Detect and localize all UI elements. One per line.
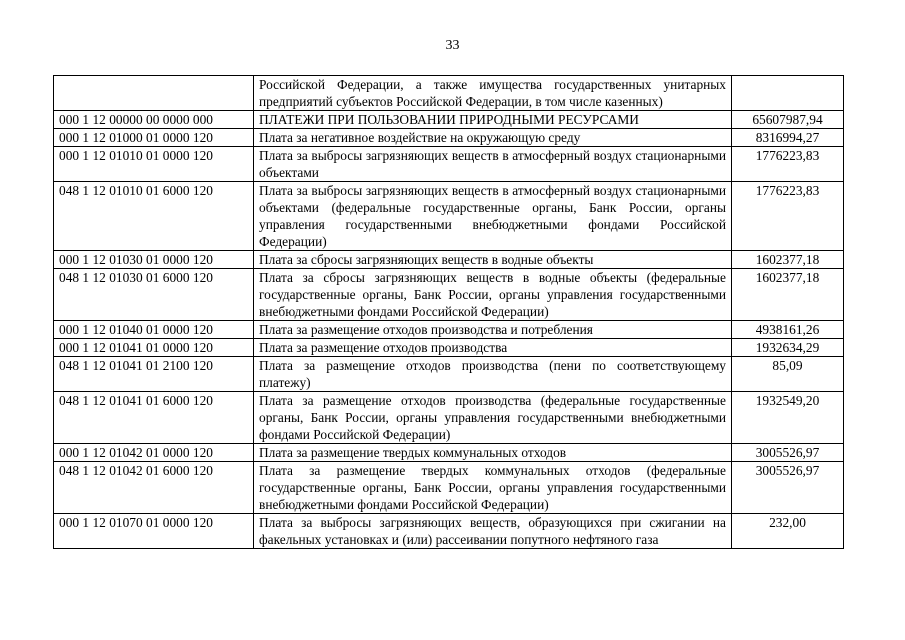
budget-amount-cell: 3005526,97: [732, 462, 844, 514]
budget-name-cell: Плата за размещение отходов производства: [254, 339, 732, 357]
budget-code-cell: 048 1 12 01030 01 6000 120: [54, 269, 254, 321]
table-row: [54, 111, 844, 129]
budget-amount-cell: 1602377,18: [732, 269, 844, 321]
budget-code-cell: 000 1 12 01041 01 0000 120: [54, 339, 254, 357]
table-row: [54, 76, 844, 111]
table-row: [54, 444, 844, 462]
budget-code-cell: 000 1 12 00000 00 0000 000: [54, 111, 254, 129]
budget-name-cell: Плата за размещение твердых коммунальных отходов (федеральные государственные органы, Банк России, органы управления государственными внебюджетными фондами Российской Федерации): [254, 462, 732, 514]
budget-revenue-table: [53, 75, 844, 549]
budget-amount-cell: 4938161,26: [732, 321, 844, 339]
budget-code-cell: 000 1 12 01000 01 0000 120: [54, 129, 254, 147]
budget-code-cell: 000 1 12 01070 01 0000 120: [54, 514, 254, 549]
table-body: [54, 76, 844, 549]
budget-code-cell: 000 1 12 01040 01 0000 120: [54, 321, 254, 339]
budget-name-cell: Плата за размещение отходов производства (федеральные государственные органы, Банк России, органы управления государственными внебюджетными фондами Российской Федерации): [254, 392, 732, 444]
table-row: [54, 321, 844, 339]
budget-amount-cell: 1932634,29: [732, 339, 844, 357]
budget-amount-cell: 65607987,94: [732, 111, 844, 129]
budget-amount-cell: 1776223,83: [732, 182, 844, 251]
budget-amount-cell: 232,00: [732, 514, 844, 549]
table-row: [54, 251, 844, 269]
table-row: [54, 462, 844, 514]
budget-name-cell: Российской Федерации, а также имущества государственных унитарных предприятий субъектов Российской Федерации, в том числе казенных): [254, 76, 732, 111]
table-row: [54, 357, 844, 392]
budget-name-cell: Плата за сбросы загрязняющих веществ в водные объекты (федеральные государственные органы, Банк России, органы управления государственными внебюджетными фондами Российской Федерации): [254, 269, 732, 321]
budget-name-cell: Плата за сбросы загрязняющих веществ в водные объекты: [254, 251, 732, 269]
table-row: [54, 147, 844, 182]
budget-code-cell: 048 1 12 01042 01 6000 120: [54, 462, 254, 514]
table-row: [54, 182, 844, 251]
budget-code-cell: 000 1 12 01030 01 0000 120: [54, 251, 254, 269]
budget-amount-cell: [732, 76, 844, 111]
budget-amount-cell: 8316994,27: [732, 129, 844, 147]
budget-name-cell: ПЛАТЕЖИ ПРИ ПОЛЬЗОВАНИИ ПРИРОДНЫМИ РЕСУРСАМИ: [254, 111, 732, 129]
page-number: 33: [445, 38, 460, 53]
budget-code-cell: [54, 76, 254, 111]
budget-code-cell: 048 1 12 01041 01 6000 120: [54, 392, 254, 444]
table-row: [54, 339, 844, 357]
budget-amount-cell: 3005526,97: [732, 444, 844, 462]
budget-code-cell: 048 1 12 01010 01 6000 120: [54, 182, 254, 251]
table-row: [54, 392, 844, 444]
table-row: [54, 129, 844, 147]
budget-code-cell: 000 1 12 01010 01 0000 120: [54, 147, 254, 182]
budget-name-cell: Плата за негативное воздействие на окружающую среду: [254, 129, 732, 147]
budget-name-cell: Плата за размещение отходов производства (пени по соответствующему платежу): [254, 357, 732, 392]
budget-amount-cell: 1602377,18: [732, 251, 844, 269]
budget-amount-cell: 1932549,20: [732, 392, 844, 444]
budget-amount-cell: 1776223,83: [732, 147, 844, 182]
budget-name-cell: Плата за выбросы загрязняющих веществ, образующихся при сжигании на факельных установках и (или) рассеивании попутного нефтяного газа: [254, 514, 732, 549]
budget-name-cell: Плата за выбросы загрязняющих веществ в атмосферный воздух стационарными объектами (федеральные государственные органы, Банк России, органы управления государственными внебюджетными фондами Российской Федерации): [254, 182, 732, 251]
table-row: [54, 269, 844, 321]
budget-amount-cell: 85,09: [732, 357, 844, 392]
budget-code-cell: 000 1 12 01042 01 0000 120: [54, 444, 254, 462]
table-row: [54, 514, 844, 549]
budget-name-cell: Плата за размещение твердых коммунальных отходов: [254, 444, 732, 462]
budget-name-cell: Плата за выбросы загрязняющих веществ в атмосферный воздух стационарными объектами: [254, 147, 732, 182]
budget-code-cell: 048 1 12 01041 01 2100 120: [54, 357, 254, 392]
budget-name-cell: Плата за размещение отходов производства и потребления: [254, 321, 732, 339]
